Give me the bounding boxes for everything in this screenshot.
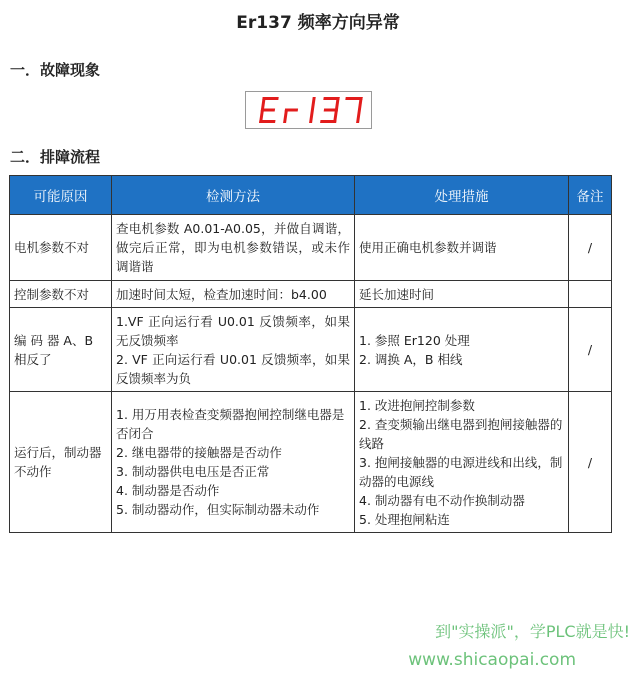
header-action: 处理措施	[355, 176, 569, 215]
action-cell	[355, 215, 569, 281]
action-cell	[355, 281, 569, 308]
action-text: 5. 处理抱闸粘连	[359, 511, 450, 527]
detect-text: 查电机参数 A0.01-A0.05，并做自调谐，做完后正常，即为电机参数错误，或未作调谐谐	[116, 221, 350, 274]
action-text: 1. 改进抱闸控制参数	[359, 397, 475, 413]
action-text: 2. 查变频输出继电器到抱闸接触器的线路	[359, 416, 563, 451]
table-row	[10, 215, 612, 281]
table-row	[10, 281, 612, 308]
promo-url[interactable]: www.shicaopai.com	[408, 650, 576, 670]
header-note: 备注	[569, 176, 612, 215]
header-cause: 可能原因	[10, 176, 112, 215]
seven-segment-readout	[253, 95, 365, 125]
note-cell: /	[569, 215, 612, 281]
table-header-row	[10, 176, 612, 215]
section-heading-troubleshooting: 二．排障流程	[10, 148, 101, 166]
promo-slogan: 到"实操派"，学PLC就是快!	[435, 622, 630, 641]
action-text: 2. 调换 A，B 相线	[359, 351, 463, 367]
troubleshooting-table	[9, 175, 612, 533]
table-row	[10, 308, 612, 392]
action-text: 延长加速时间	[359, 286, 435, 302]
cause-text: 控制参数不对	[14, 286, 90, 302]
detect-text: 加速时间太短，检查加速时间：b4.00	[116, 286, 327, 302]
cause-cell	[10, 392, 112, 533]
note-cell	[569, 281, 612, 308]
detect-text: 4. 制动器是否动作	[116, 483, 220, 498]
cause-cell	[10, 308, 112, 392]
detect-text: 1.VF 正向运行看 U0.01 反馈频率，如果无反馈频率	[116, 313, 350, 348]
cause-text: 运行后，制动器不动作	[14, 445, 102, 479]
detect-text: 2. VF 正向运行看 U0.01 反馈频率，如果反馈频率为负	[116, 351, 350, 386]
action-cell	[355, 392, 569, 533]
detect-cell	[112, 308, 355, 392]
detect-text: 2. 继电器带的接触器是否动作	[116, 445, 282, 460]
cause-cell	[10, 281, 112, 308]
action-cell	[355, 308, 569, 392]
action-text: 1. 参照 Er120 处理	[359, 332, 470, 348]
header-detect: 检测方法	[112, 176, 355, 215]
action-text: 使用正确电机参数并调谐	[359, 240, 497, 255]
detect-text: 5. 制动器动作，但实际制动器未动作	[116, 502, 320, 517]
detect-cell	[112, 281, 355, 308]
detect-cell	[112, 215, 355, 281]
note-cell: /	[569, 392, 612, 533]
cause-cell	[10, 215, 112, 281]
action-text: 4. 制动器有电不动作换制动器	[359, 492, 525, 508]
page-title: Er137 频率方向异常	[236, 13, 400, 33]
cause-text: 编 码 器 A、B 相反了	[14, 332, 94, 367]
detect-text: 1. 用万用表检查变频器抱闸控制继电器是否闭合	[116, 407, 345, 441]
detect-cell	[112, 392, 355, 533]
note-cell: /	[569, 308, 612, 392]
fault-code-display	[245, 91, 372, 129]
table-row	[10, 392, 612, 533]
section-heading-symptom: 一．故障现象	[10, 61, 101, 79]
action-text: 3. 抱闸接触器的电源进线和出线，制动器的电源线	[359, 454, 563, 489]
detect-text: 3. 制动器供电电压是否正常	[116, 464, 270, 479]
cause-text: 电机参数不对	[14, 240, 90, 255]
